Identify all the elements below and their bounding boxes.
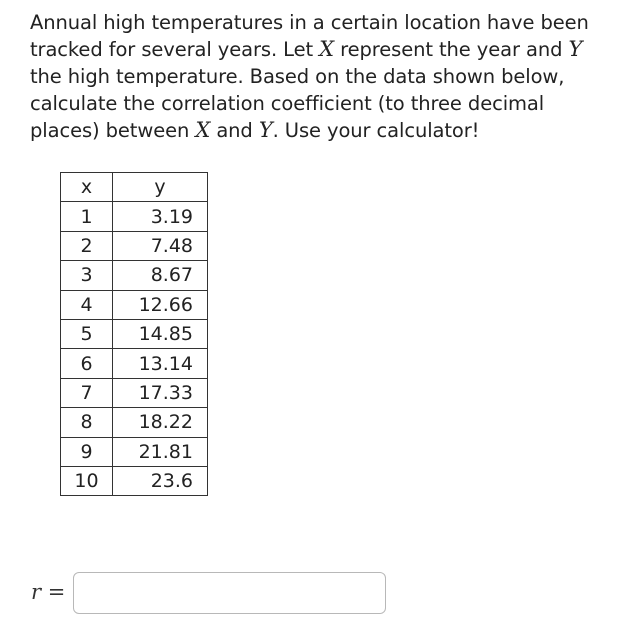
cell-x: 9 [61, 437, 113, 466]
table-row [61, 378, 208, 407]
question-part-1: Annual high temperatures in a certain location have been tracked for several years. Let [30, 11, 589, 61]
answer-input[interactable] [73, 572, 386, 614]
cell-x: 5 [61, 319, 113, 348]
cell-x: 3 [61, 261, 113, 290]
answer-label [31, 580, 65, 604]
cell-y: 21.81 [113, 437, 208, 466]
variable-y: Y [568, 37, 583, 61]
variable-x: X [319, 37, 334, 61]
table-row [61, 466, 208, 495]
cell-x: 7 [61, 378, 113, 407]
cell-x: 1 [61, 202, 113, 231]
cell-y: 12.66 [113, 290, 208, 319]
table-row [61, 231, 208, 260]
question-part-4: and [210, 119, 259, 142]
question-part-5: . Use your calculator! [272, 119, 480, 142]
table-row [61, 408, 208, 437]
cell-x: 10 [61, 466, 113, 495]
table-header-row [61, 173, 208, 202]
cell-y: 3.19 [113, 202, 208, 231]
cell-y: 14.85 [113, 319, 208, 348]
variable-x-second: X [195, 118, 211, 142]
cell-x: 6 [61, 349, 113, 378]
cell-y: 23.6 [113, 466, 208, 495]
table-row [61, 202, 208, 231]
question-part-3: the high temperature. Based on the data shown below, calculate the correlation coefficient (to three decimal places) between [30, 65, 565, 142]
answer-variable: r [31, 580, 42, 604]
table-row [61, 319, 208, 348]
table-row [61, 261, 208, 290]
cell-x: 4 [61, 290, 113, 319]
data-table [60, 172, 208, 496]
cell-y: 17.33 [113, 378, 208, 407]
cell-y: 13.14 [113, 349, 208, 378]
header-y: y [113, 173, 208, 202]
table-row [61, 349, 208, 378]
cell-x: 8 [61, 408, 113, 437]
table-row [61, 437, 208, 466]
header-x: x [61, 173, 113, 202]
variable-y-second: Y [258, 118, 273, 142]
cell-y: 7.48 [113, 231, 208, 260]
cell-x: 2 [61, 231, 113, 260]
cell-y: 8.67 [113, 261, 208, 290]
answer-equals: = [47, 580, 66, 604]
table-row [61, 290, 208, 319]
cell-y: 18.22 [113, 408, 208, 437]
question-text [30, 9, 610, 144]
question-part-2: represent the year and [333, 38, 569, 61]
